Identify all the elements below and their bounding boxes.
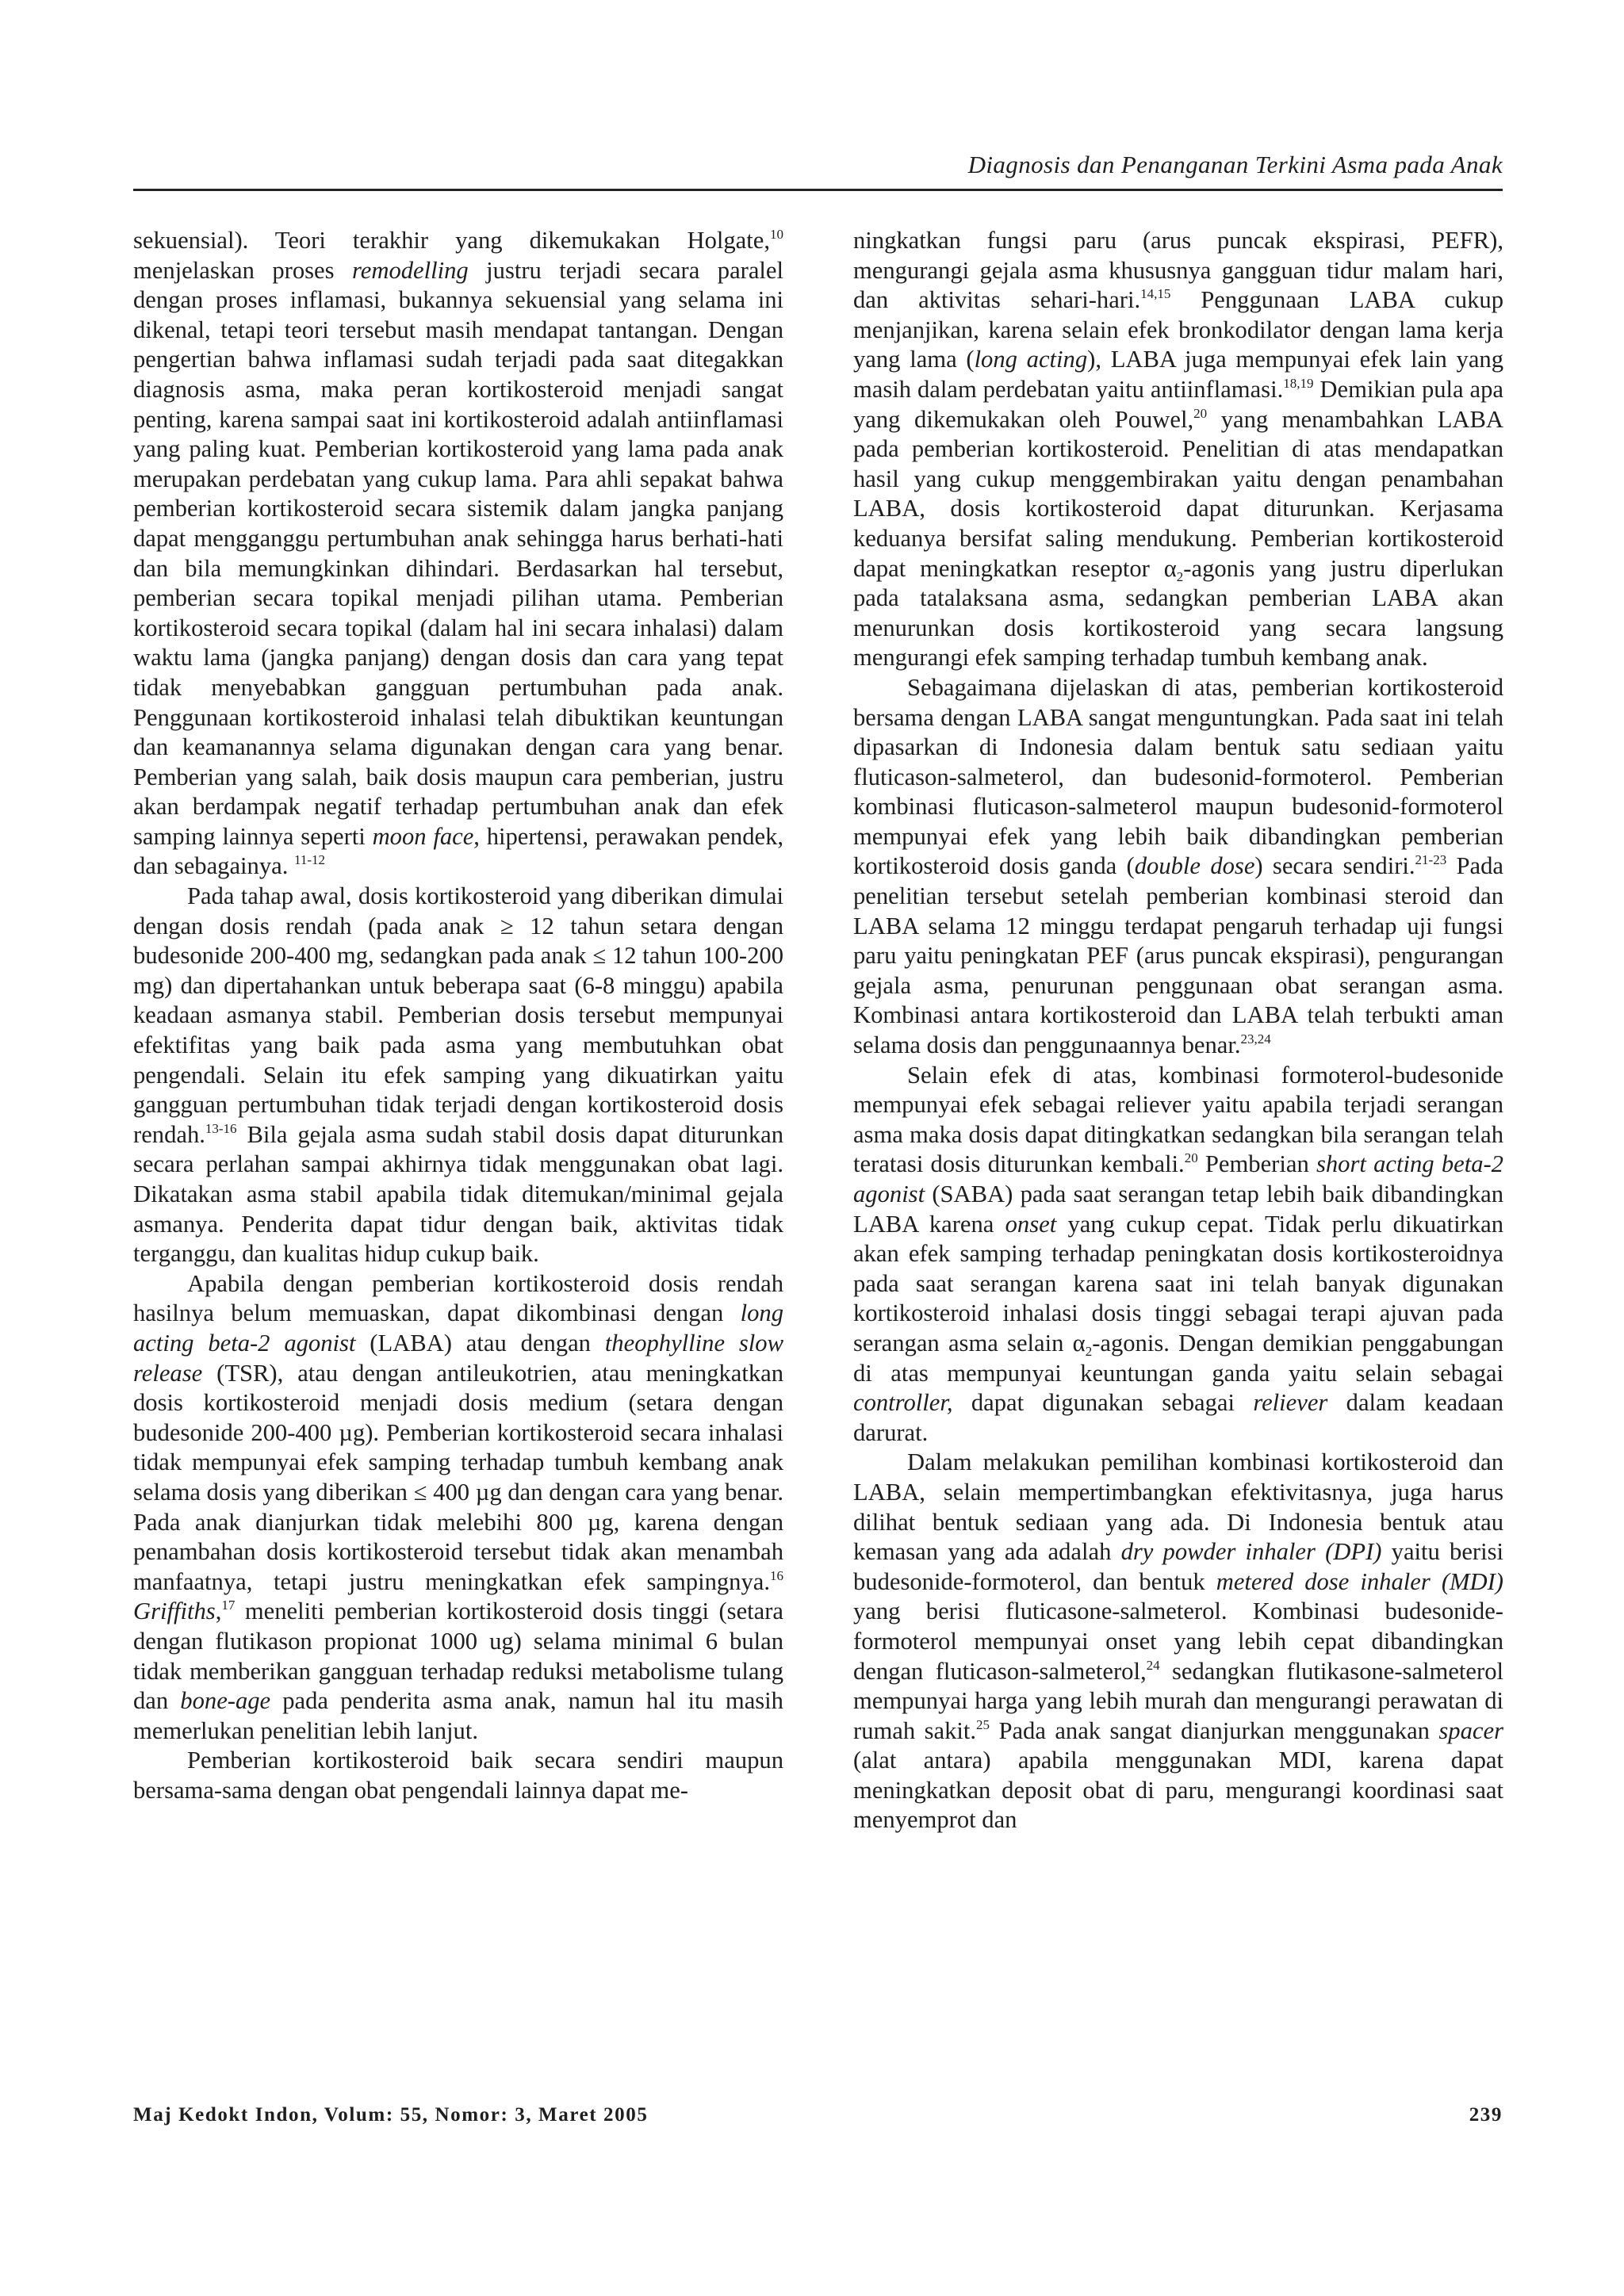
text-run: ), LABA juga mempunyai efek lain yang masih dalam perdebatan yaitu antiinflamasi.: [853, 346, 1504, 403]
citation-superscript: 20: [1184, 1150, 1198, 1166]
citation-superscript: 17: [221, 1598, 236, 1613]
text-run: , hipertensi, perawakan pendek, dan sebagainya.: [133, 822, 784, 880]
italic-term: long acting: [974, 346, 1088, 373]
citation-superscript: 18,19: [1283, 375, 1314, 391]
running-title: Diagnosis dan Penanganan Terkini Asma pada Anak: [967, 151, 1503, 178]
text-run: (SABA) pada saat serangan tetap lebih baik dibandingkan LABA karena: [853, 1181, 1503, 1238]
citation-superscript: 20: [1193, 405, 1208, 421]
left-paragraph-2: [133, 882, 783, 1269]
text-run: Pemberian: [1197, 1150, 1316, 1178]
subscript: 2: [1085, 1343, 1093, 1359]
math-symbol: ≥: [500, 912, 514, 939]
text-run: yang berisi fluticasone-salmeterol. Kombinasi budesonide-formoterol mempunyai onset yang lebih cepat dibandingkan dengan fluticason-salmeterol,: [853, 1598, 1503, 1685]
left-paragraph-4: [133, 1746, 783, 1805]
italic-term: short acting beta-2 agonist: [853, 1150, 1503, 1207]
text-run: (alat antara) apabila menggunakan MDI, karena dapat meningkatkan deposit obat di paru, mengurangi koordinasi saat menyemprot dan: [853, 1747, 1503, 1834]
text-run: Pada anak sangat dianjurkan menggunakan: [990, 1716, 1439, 1744]
citation-superscript: 25: [976, 1716, 990, 1732]
citation-superscript: 11-12: [294, 852, 326, 868]
text-run: Pemberian kortikosteroid baik secara sendiri maupun bersama-sama dengan obat pengendali lainnya dapat me-: [133, 1747, 783, 1804]
text-run: Bila gejala asma sudah stabil dosis dapat diturunkan secara perlahan sampai akhirnya tidak menggunakan obat lagi. Dikatakan asma stabil apabila tidak ditemukan/minimal gejala asmanya. Penderita dapat tidur dengan baik, aktivitas tidak terganggu, dan kualitas hidup cukup baik.: [133, 1120, 783, 1268]
right-paragraph-4: [853, 1448, 1503, 1835]
italic-term: long acting beta-2 agonist: [133, 1299, 783, 1357]
italic-term: dry powder inhaler (DPI): [1120, 1538, 1382, 1566]
text-run: Dalam melakukan pemilihan kombinasi kortikosteroid dan LABA, selain mempertimbangkan efektivitasnya, juga harus dilihat bentuk sediaan yang ada. Di Indonesia bentuk atau kemasan yang ada adalah: [853, 1448, 1503, 1566]
left-paragraph-3: [133, 1269, 783, 1747]
text-run: Sebagaimana dijelaskan di atas, pemberian kortikosteroid bersama dengan LABA sangat menguntungkan. Pada saat ini telah dipasarkan di Indonesia dalam bentuk satu sediaan yaitu fluticason-salmeterol, dan budesonid-formoterol. Pemberian kombinasi fluticason-salmeterol maupun budesonid-formoterol mempunyai efek yang lebih baik dibandingkan pemberian kortikosteroid dosis ganda (: [853, 673, 1503, 880]
text-run: dapat digunakan sebagai: [952, 1389, 1254, 1417]
left-column: [133, 226, 783, 1805]
italic-term: reliever: [1253, 1389, 1328, 1417]
italic-term: bone-age: [180, 1687, 271, 1715]
text-run: dalam keadaan darurat.: [853, 1389, 1503, 1446]
right-column: [853, 226, 1503, 1835]
text-run: -agonis. Dengan demikian penggabungan di atas mempunyai keuntungan ganda yaitu selain sebagai: [853, 1329, 1503, 1387]
italic-term: theophylline slow release: [133, 1329, 783, 1387]
text-run: ) secara sendiri.: [1254, 852, 1415, 880]
citation-superscript: 14,15: [1140, 286, 1171, 302]
text-run: sekuensial). Teori terakhir yang dikemukakan Holgate,: [133, 227, 770, 254]
math-symbol: ≤: [413, 1478, 427, 1506]
citation-superscript: 16: [770, 1567, 783, 1583]
italic-term: remodelling: [352, 256, 469, 284]
text-run: 12 tahun 100-200 mg) dan dipertahankan untuk beberapa saat (6-8 minggu) apabila keadaan asmanya stabil. Pemberian dosis tersebut mempunyai efektifitas yang baik pada asma yang membutuhkan obat pengendali. Selain itu efek samping yang dikuatirkan yaitu gangguan pertumbuhan tidak terjadi dengan kortikosteroid dosis rendah.: [133, 942, 783, 1148]
italic-term: controller,: [853, 1389, 953, 1417]
italic-term: Griffiths: [133, 1598, 216, 1625]
text-run: 400 µg dan dengan cara yang benar. Pada anak dianjurkan tidak melebihi 800 µg, karena dengan penambahan dosis kortikosteroid tersebut tidak akan menambah manfaatnya, tetapi justru meningkatkan efek sampingnya.: [133, 1478, 783, 1595]
text-run: justru terjadi secara paralel dengan proses inflamasi, bukannya sekuensial yang selama ini dikenal, tetapi teori tersebut masih mendapat tantangan. Dengan pengertian bahwa inflamasi sudah terjadi pada saat ditegakkan diagnosis asma, maka peran kortikosteroid menjadi sangat penting, karena sampai saat ini kortikosteroid adalah antiinflamasi yang paling kuat. Pemberian kortikosteroid yang lama pada anak merupakan perdebatan yang cukup lama. Para ahli sepakat bahwa pemberian kortikosteroid secara sistemik dalam jangka panjang dapat mengganggu pertumbuhan anak sehingga harus berhati-hati dan bila memungkinkan dihindari. Berdasarkan hal tersebut, pemberian secara topikal menjadi pilihan utama. Pemberian kortikosteroid secara topikal (dalam hal ini secara inhalasi) dalam waktu lama (jangka panjang) dengan dosis dan cara yang tepat tidak menyebabkan gangguan pertumbuhan pada anak. Penggunaan kortikosteroid inhalasi telah dibuktikan keuntungan dan keamanannya selama digunakan dengan cara yang benar. Pemberian yang salah, baik dosis maupun cara pemberian, justru akan berdampak negatif terhadap pertumbuhan anak dan efek samping lainnya seperti: [133, 256, 783, 850]
italic-term: metered dose inhaler (MDI): [1216, 1567, 1503, 1595]
header-rule: [133, 189, 1503, 191]
text-run: yang menambahkan LABA pada pemberian kortikosteroid. Penelitian di atas mendapatkan hasil yang cukup menggembirakan yaitu dengan penambahan LABA, dosis kortikosteroid dapat diturunkan. Kerjasama keduanya bersifat saling mendukung. Pemberian kortikosteroid dapat meningkatkan reseptor α: [853, 405, 1503, 582]
left-paragraph-1: [133, 226, 783, 882]
math-symbol: ≤: [592, 942, 607, 970]
text-run: sedangkan flutikasone-salmeterol mempunyai harga yang lebih murah dan mengurangi perawatan di rumah sakit.: [853, 1657, 1503, 1744]
citation-superscript: 21-23: [1415, 852, 1447, 868]
text-run: menjelaskan proses: [133, 256, 352, 284]
text-run: yaitu berisi budesonide-formoterol, dan bentuk: [853, 1538, 1503, 1595]
italic-term: double dose: [1134, 852, 1255, 880]
text-run: -agonis yang justru diperlukan pada tatalaksana asma, sedangkan pemberian LABA akan menurunkan dosis kortikosteroid yang secara langsung mengurangi efek samping terhadap tumbuh kembang anak.: [853, 554, 1504, 672]
text-run: (LABA) atau dengan: [355, 1329, 605, 1357]
italic-term: spacer: [1438, 1716, 1503, 1744]
right-paragraph-3: [853, 1061, 1503, 1448]
text-run: ningkatkan fungsi paru (arus puncak ekspirasi, PEFR), mengurangi gejala asma khususnya gangguan tidur malam hari, dan aktivitas sehari-hari.: [853, 227, 1503, 314]
citation-superscript: 13-16: [205, 1120, 237, 1136]
right-paragraph-1: [853, 226, 1503, 673]
text-run: Pada penelitian tersebut setelah pemberian kombinasi steroid dan LABA selama 12 minggu terdapat pengaruh terhadap uji fungsi paru yaitu peningkatan PEF (arus puncak ekspirasi), pengurangan gejala asma, penurunan penggunaan obat serangan asma. Kombinasi antara kortikosteroid dan LABA telah terbukti aman selama dosis dan penggunaannya benar.: [853, 852, 1504, 1059]
text-run: Selain efek di atas, kombinasi formoterol-budesonide mempunyai efek sebagai reliever yaitu apabila terjadi serangan asma maka dosis dapat ditingkatkan sedangkan bila serangan telah teratasi dosis diturunkan kembali.: [853, 1061, 1503, 1178]
text-run: ,: [215, 1598, 222, 1625]
text-run: yang cukup cepat. Tidak perlu dikuatirkan akan efek samping terhadap peningkatan dosis kortikosteroidnya pada saat serangan karena saat ini telah banyak digunakan kortikosteroid inhalasi dosis tinggi sebagai terapi ajuvan pada serangan asma selain α: [853, 1210, 1503, 1357]
text-run: Demikian pula apa yang dikemukakan oleh Pouwel,: [853, 375, 1503, 433]
citation-superscript: 23,24: [1240, 1031, 1271, 1047]
italic-term: onset: [1005, 1210, 1057, 1238]
journal-citation: Maj Kedokt Indon, Volum: 55, Nomor: 3, Maret 2005: [133, 2104, 649, 2126]
subscript: 2: [1176, 568, 1184, 584]
text-run: meneliti pemberian kortikosteroid dosis tinggi (setara dengan flutikason propionat 1000 ug) selama minimal 6 bulan tidak memberikan gangguan terhadap reduksi metabolisme tulang dan: [133, 1598, 783, 1715]
text-run: Pada tahap awal, dosis kortikosteroid yang diberikan dimulai dengan dosis rendah (pada anak: [133, 882, 783, 939]
text-run: Apabila dengan pemberian kortikosteroid dosis rendah hasilnya belum memuaskan, dapat dikombinasi dengan: [133, 1269, 783, 1327]
text-run: (TSR), atau dengan antileukotrien, atau meningkatkan dosis kortikosteroid menjadi dosis medium (setara dengan budesonide 200-400 µg). Pemberian kortikosteroid secara inhalasi tidak mempunyai efek samping terhadap tumbuh kembang anak selama dosis yang diberikan: [133, 1359, 783, 1506]
text-run: Penggunaan LABA cukup menjanjikan, karena selain efek bronkodilator dengan lama kerja yang lama (: [853, 286, 1503, 373]
right-paragraph-2: [853, 673, 1503, 1061]
italic-term: moon face: [372, 822, 474, 850]
text-run: 12 tahun setara dengan budesonide 200-400 mg, sedangkan pada anak: [133, 912, 784, 970]
citation-superscript: 24: [1146, 1657, 1160, 1673]
page-number: 239: [1469, 2104, 1503, 2126]
citation-superscript: 10: [770, 227, 783, 242]
text-run: pada penderita asma anak, namun hal itu masih memerlukan penelitian lebih lanjut.: [133, 1687, 783, 1744]
